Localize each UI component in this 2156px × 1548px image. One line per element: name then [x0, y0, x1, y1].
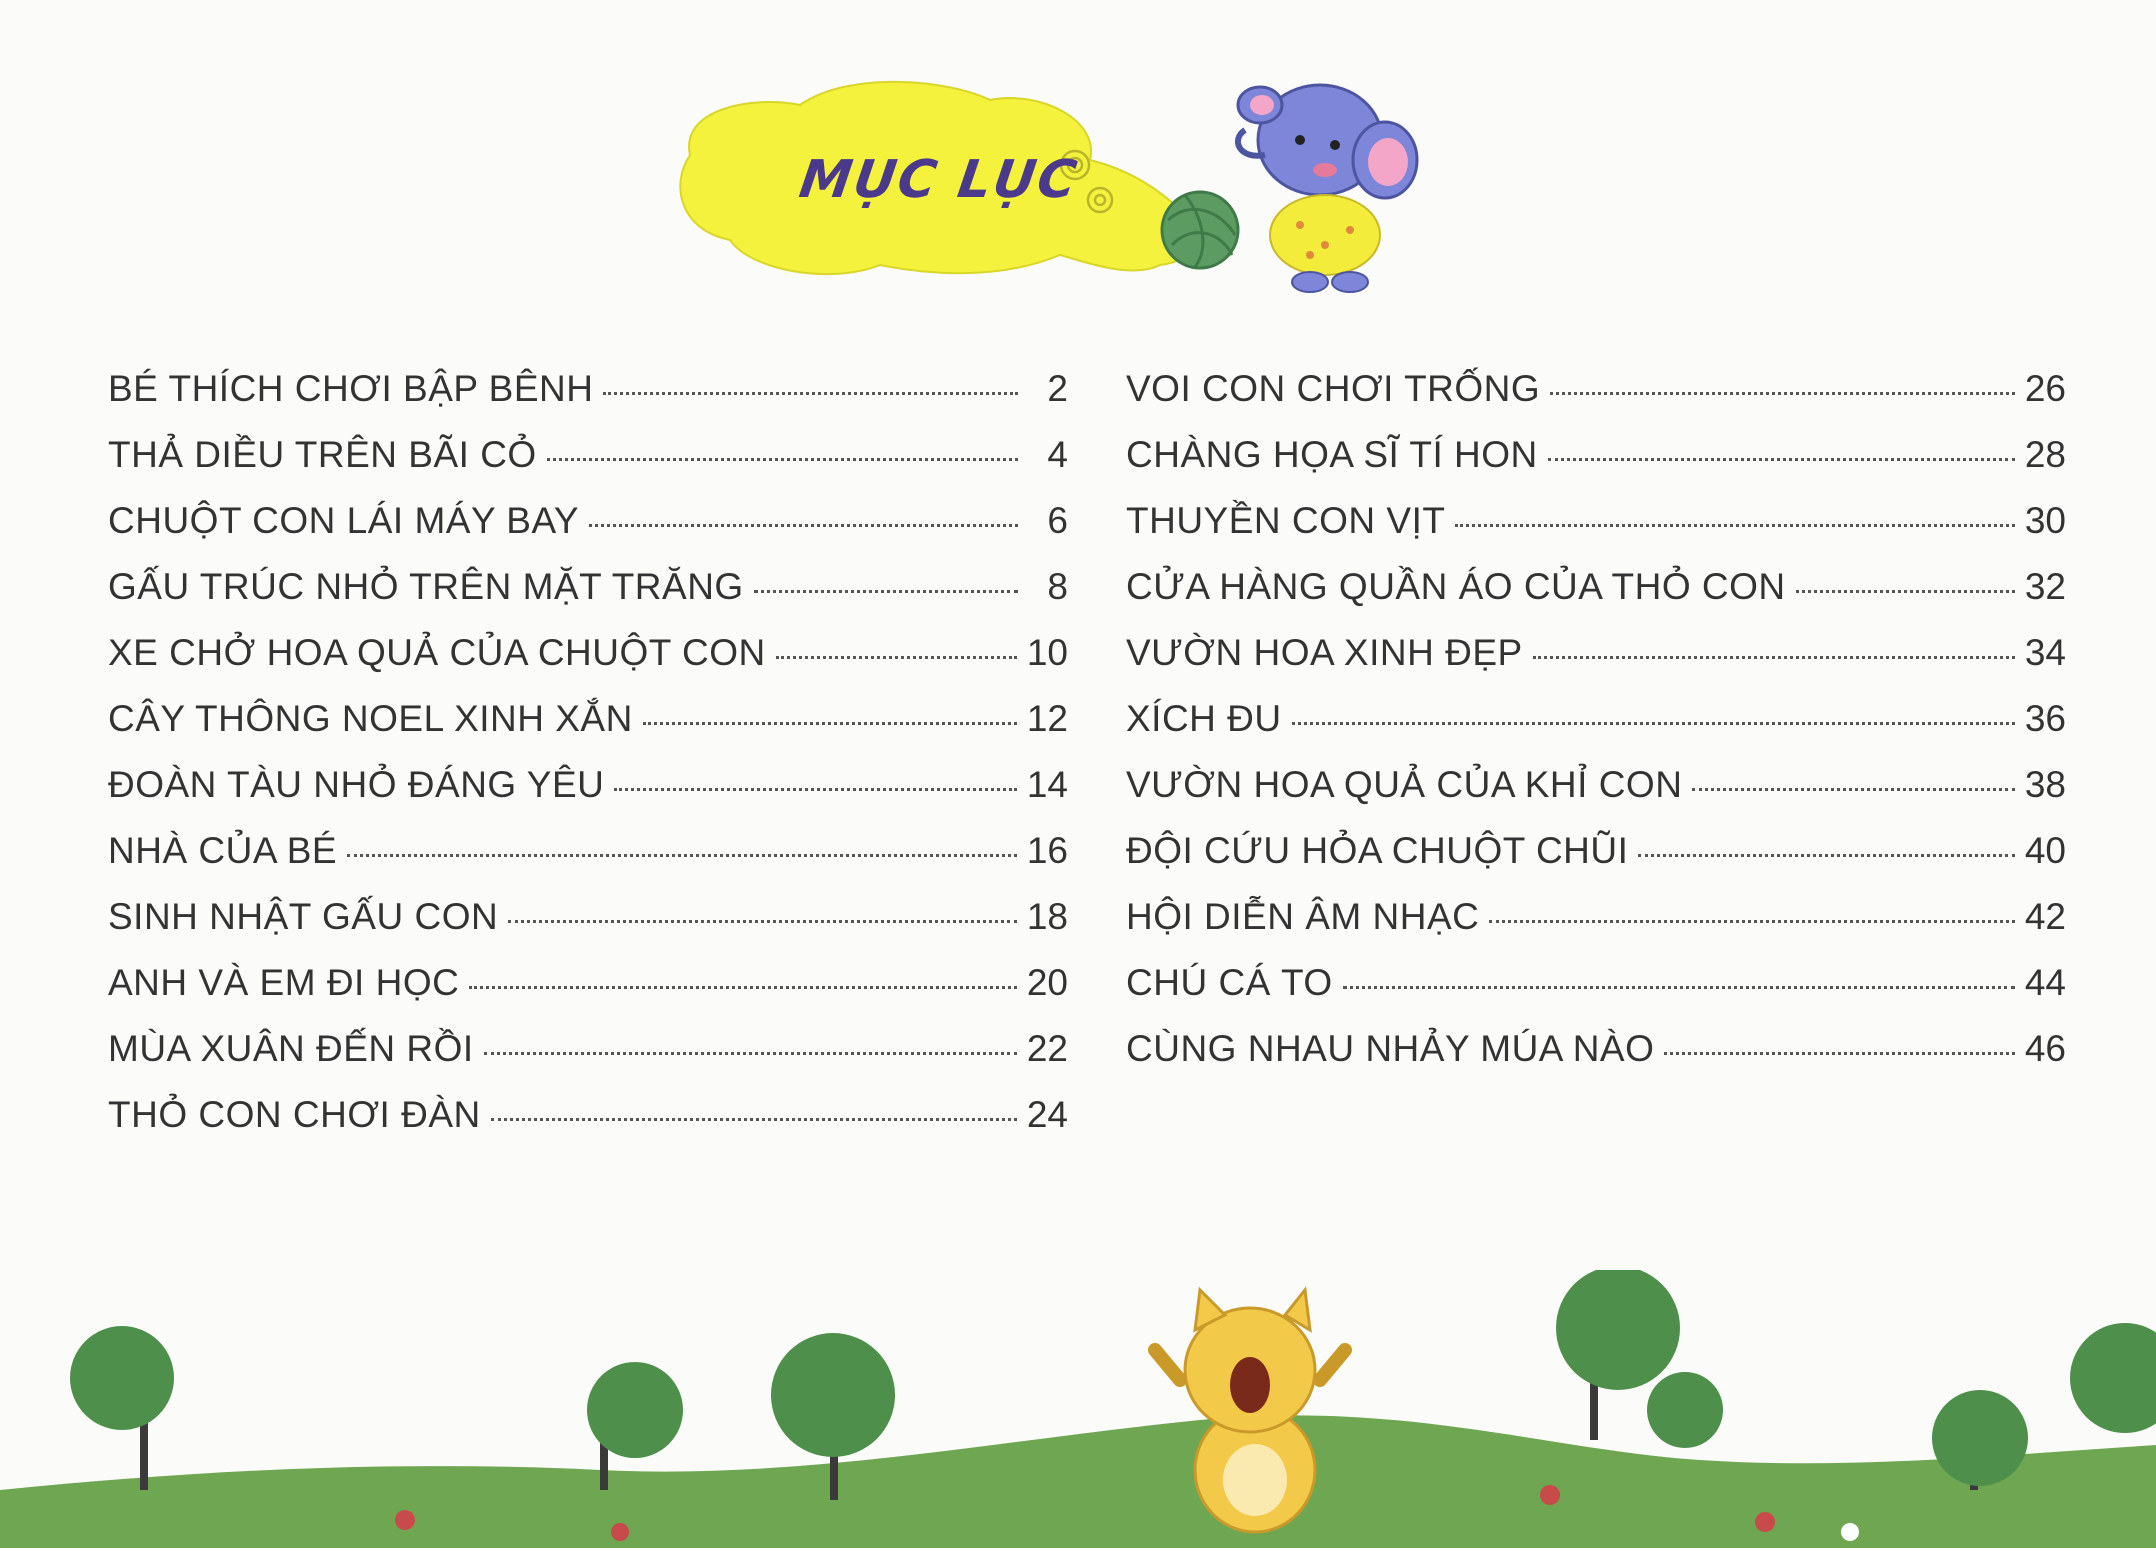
toc-entry-page: 20 — [1026, 962, 1068, 1003]
toc-entry-title: VƯỜN HOA XINH ĐẸP — [1126, 632, 1523, 673]
toc-entry-page: 44 — [2024, 962, 2066, 1003]
toc-entry[interactable] — [108, 632, 1068, 698]
toc-entry-title: CÂY THÔNG NOEL XINH XẮN — [108, 698, 633, 739]
toc-entry-title: ANH VÀ EM ĐI HỌC — [108, 962, 460, 1003]
toc-entry-title: THỎ CON CHƠI ĐÀN — [108, 1094, 481, 1135]
toc-entry-page: 42 — [2024, 896, 2066, 937]
toc-entry[interactable] — [108, 830, 1068, 896]
toc-entry[interactable] — [108, 500, 1068, 566]
toc-entry-title: NHÀ CỦA BÉ — [108, 830, 338, 871]
toc-entry-page: 16 — [1026, 830, 1068, 871]
toc-entry-title: CỬA HÀNG QUẦN ÁO CỦA THỎ CON — [1126, 566, 1786, 607]
toc-entry-page: 14 — [1026, 764, 1068, 805]
dot-leader — [776, 656, 1017, 659]
dot-leader — [1692, 788, 2014, 791]
toc-entry[interactable] — [108, 764, 1068, 830]
toc-entry-page: 40 — [2024, 830, 2066, 871]
dot-leader — [1548, 458, 2015, 461]
toc-entry[interactable] — [108, 1094, 1068, 1160]
toc-entry[interactable] — [108, 698, 1068, 764]
dot-leader — [643, 722, 1017, 725]
dot-leader — [589, 524, 1018, 527]
dot-leader — [547, 458, 1018, 461]
dot-leader — [754, 590, 1018, 593]
toc-entry-page: 36 — [2024, 698, 2066, 739]
dot-leader — [508, 920, 1017, 923]
dot-leader — [1638, 854, 2014, 857]
toc-entry-page: 2 — [1047, 368, 1068, 409]
toc-entry[interactable] — [1126, 434, 2066, 500]
toc-entry-page: 18 — [1026, 896, 1068, 937]
toc-entry-page: 22 — [1026, 1028, 1068, 1069]
toc-entry[interactable] — [1126, 632, 2066, 698]
meadow-illustration — [0, 1270, 2156, 1548]
toc-entry-page: 26 — [2024, 368, 2066, 409]
tree-icon — [587, 1362, 683, 1490]
toc-entry-title: MÙA XUÂN ĐẾN RỒI — [108, 1028, 474, 1069]
dot-leader — [603, 392, 1018, 395]
toc-entry-title: CÙNG NHAU NHẢY MÚA NÀO — [1126, 1028, 1655, 1069]
toc-entry-page: 12 — [1026, 698, 1068, 739]
toc-entry-title: XÍCH ĐU — [1126, 698, 1282, 739]
toc-entry[interactable] — [108, 368, 1068, 434]
toc-entry[interactable] — [108, 566, 1068, 632]
dot-leader — [1455, 524, 2014, 527]
dot-leader — [1292, 722, 2015, 725]
toc-entry[interactable] — [1126, 566, 2066, 632]
toc-entry[interactable] — [1126, 962, 2066, 1028]
toc-entry-page: 46 — [2024, 1028, 2066, 1069]
toc-entry-page: 6 — [1047, 500, 1068, 541]
toc-entry-title: ĐOÀN TÀU NHỎ ĐÁNG YÊU — [108, 764, 605, 805]
toc-entry-title: THUYỀN CON VỊT — [1126, 500, 1446, 541]
dot-leader — [347, 854, 1017, 857]
toc-entry[interactable] — [1126, 830, 2066, 896]
yarn-ball-icon — [1162, 192, 1238, 268]
toc-entry-page: 30 — [2024, 500, 2066, 541]
elephant-icon — [1238, 85, 1417, 292]
toc-entry[interactable] — [1126, 764, 2066, 830]
tree-icon — [70, 1326, 174, 1490]
toc-entry-title: THẢ DIỀU TRÊN BÃI CỎ — [108, 434, 537, 475]
toc-entry-title: CHÀNG HỌA SĨ TÍ HON — [1126, 434, 1538, 475]
toc-entry[interactable] — [1126, 500, 2066, 566]
toc-entry[interactable] — [1126, 1028, 2066, 1094]
toc-entry-page: 32 — [2024, 566, 2066, 607]
toc-entry-title: CHÚ CÁ TO — [1126, 962, 1333, 1003]
toc-entry-page: 8 — [1047, 566, 1068, 607]
tree-icon — [1556, 1270, 1723, 1448]
toc-entry-title: HỘI DIỄN ÂM NHẠC — [1126, 896, 1480, 937]
toc-entry[interactable] — [1126, 896, 2066, 962]
toc-entry-page: 24 — [1026, 1094, 1068, 1135]
dot-leader — [491, 1118, 1017, 1121]
toc-entry[interactable] — [108, 962, 1068, 1028]
grass-hill — [0, 1415, 2156, 1548]
toc-entry-page: 34 — [2024, 632, 2066, 673]
page-title: MỤC LỤC — [795, 150, 1082, 210]
dot-leader — [1664, 1052, 2014, 1055]
toc-entry-title: SINH NHẬT GẤU CON — [108, 896, 499, 937]
toc-entry-title: GẤU TRÚC NHỎ TRÊN MẶT TRĂNG — [108, 566, 744, 607]
toc-entry-title: XE CHỞ HOA QUẢ CỦA CHUỘT CON — [108, 632, 766, 673]
tree-icon — [2070, 1323, 2156, 1433]
dot-leader — [484, 1052, 1017, 1055]
toc-entry-title: VƯỜN HOA QUẢ CỦA KHỈ CON — [1126, 764, 1683, 805]
toc-entry[interactable] — [108, 434, 1068, 500]
toc-entry-page: 28 — [2024, 434, 2066, 475]
toc-entry-title: CHUỘT CON LÁI MÁY BAY — [108, 500, 580, 541]
toc-entry[interactable] — [108, 896, 1068, 962]
toc-entry-page: 4 — [1047, 434, 1068, 475]
toc-entry-title: BÉ THÍCH CHƠI BẬP BÊNH — [108, 368, 594, 409]
toc-column-right — [1126, 368, 2066, 1094]
toc-entry[interactable] — [108, 1028, 1068, 1094]
dot-leader — [469, 986, 1017, 989]
dot-leader — [1796, 590, 2015, 593]
toc-column-left — [108, 368, 1068, 1160]
dot-leader — [1343, 986, 2015, 989]
toc-entry[interactable] — [1126, 368, 2066, 434]
dot-leader — [614, 788, 1016, 791]
toc-entry-title: VOI CON CHƠI TRỐNG — [1126, 368, 1541, 409]
toc-entry-page: 38 — [2024, 764, 2066, 805]
toc-entry-title: ĐỘI CỨU HỎA CHUỘT CHŨI — [1126, 830, 1629, 871]
toc-entry-page: 10 — [1026, 632, 1068, 673]
dot-leader — [1533, 656, 2015, 659]
toc-entry[interactable] — [1126, 698, 2066, 764]
dot-leader — [1550, 392, 2015, 395]
dot-leader — [1489, 920, 2014, 923]
